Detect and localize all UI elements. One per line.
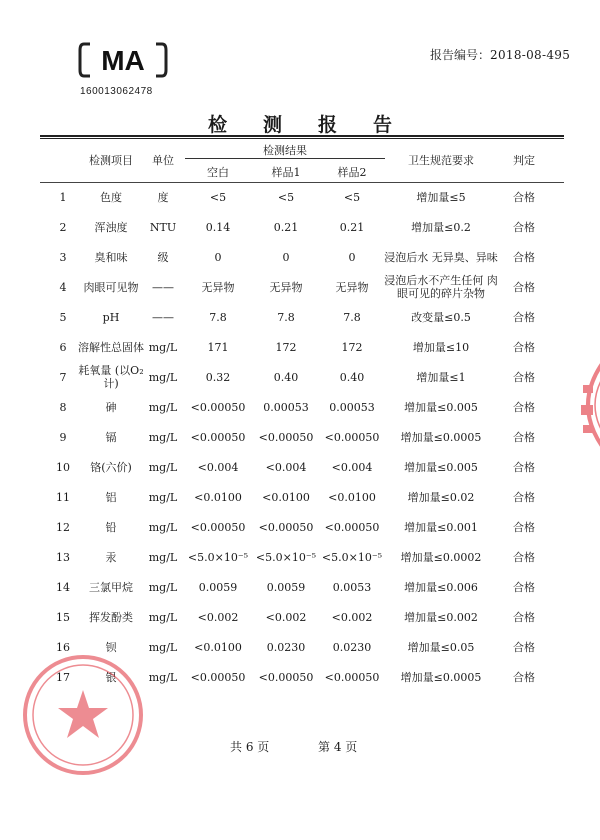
table-row <box>0 422 600 452</box>
unit: —— <box>152 280 174 294</box>
table-row <box>0 182 600 212</box>
standard-requirement: 增加量≤0.001 <box>404 520 478 534</box>
standard-requirement: 增加量≤0.005 <box>404 460 478 474</box>
judgement: 合格 <box>513 550 535 564</box>
standard-requirement: 增加量≤0.2 <box>411 220 471 234</box>
page-title: 检测报告 <box>207 114 428 136</box>
row-number: 6 <box>59 340 67 354</box>
sample1-value: <5.0×10⁻⁵ <box>255 550 317 564</box>
sample1-value: <0.004 <box>265 460 307 474</box>
report-number-label: 报告编号： <box>430 48 491 62</box>
judgement: 合格 <box>513 670 535 684</box>
judgement: 合格 <box>513 190 535 204</box>
standard-requirement: 增加量≤0.005 <box>404 400 478 414</box>
judgement: 合格 <box>513 520 535 534</box>
unit: mg/L <box>148 670 178 684</box>
unit: —— <box>152 310 174 324</box>
blank-value: <5 <box>209 190 227 204</box>
unit: mg/L <box>148 580 178 594</box>
blank-value: <0.00050 <box>190 520 246 534</box>
item-name: 挥发酚类 <box>89 610 133 624</box>
sample1-value: <0.00050 <box>258 670 314 684</box>
standard-requirement: 增加量≤5 <box>416 190 466 204</box>
sample2-value: 0.0053 <box>332 580 372 594</box>
table-row <box>0 362 600 392</box>
sample2-value: 0.40 <box>339 370 365 384</box>
row-number: 8 <box>59 400 67 414</box>
item-name: 浑浊度 <box>94 220 128 234</box>
sample1-value: <0.00050 <box>258 430 314 444</box>
col-header-result: 检测结果 <box>263 144 307 157</box>
unit: mg/L <box>148 550 178 564</box>
row-number: 3 <box>59 250 67 264</box>
blank-value: 0 <box>214 250 222 264</box>
unit: NTU <box>149 220 177 234</box>
edge-seal-stamp <box>553 345 600 465</box>
unit: mg/L <box>148 490 178 504</box>
item-name: 砷 <box>105 400 117 414</box>
cma-logo-text: MA <box>101 45 145 76</box>
sample2-value: 无异物 <box>335 280 369 294</box>
judgement: 合格 <box>513 400 535 414</box>
row-number: 15 <box>56 610 70 624</box>
sample1-value: 0.40 <box>273 370 299 384</box>
sample1-value: <0.00050 <box>258 520 314 534</box>
unit: 级 <box>157 250 169 264</box>
blank-value: 7.8 <box>209 310 227 324</box>
sample2-value: <0.0100 <box>328 490 376 504</box>
header-divider <box>185 158 385 159</box>
table-row <box>0 242 600 272</box>
sample1-value: 0.0230 <box>266 640 306 654</box>
item-name: 汞 <box>105 550 117 564</box>
judgement: 合格 <box>513 490 535 504</box>
judgement: 合格 <box>513 430 535 444</box>
table-row <box>0 272 600 302</box>
sample1-value: 172 <box>275 340 297 354</box>
unit: mg/L <box>148 460 178 474</box>
report-number-value: 2018-08-495 <box>490 48 571 62</box>
judgement: 合格 <box>513 610 535 624</box>
row-number: 4 <box>59 280 67 294</box>
col-header-item: 检测项目 <box>89 154 133 167</box>
col-header-sample1: 样品1 <box>271 166 301 179</box>
sample1-value: <0.002 <box>265 610 307 624</box>
sample1-value: 0.0059 <box>266 580 306 594</box>
item-name: pH <box>102 310 120 324</box>
sample2-value: <0.00050 <box>324 430 380 444</box>
standard-requirement: 增加量≤0.0005 <box>400 430 482 444</box>
standard-requirement: 浸泡后水不产生任何 肉眼可见的碎片杂物 <box>384 274 498 300</box>
blank-value: 0.14 <box>205 220 231 234</box>
judgement: 合格 <box>513 370 535 384</box>
blank-value: <0.002 <box>197 610 239 624</box>
sample2-value: 0.21 <box>339 220 365 234</box>
sample2-value: 0.0230 <box>332 640 372 654</box>
judgement: 合格 <box>513 280 535 294</box>
row-number: 2 <box>59 220 67 234</box>
standard-requirement: 改变量≤0.5 <box>411 310 471 324</box>
col-header-standard: 卫生规范要求 <box>408 154 474 167</box>
row-number: 11 <box>56 490 70 504</box>
report-number <box>430 46 570 63</box>
blank-value: <0.004 <box>197 460 239 474</box>
blank-value: <5.0×10⁻⁵ <box>187 550 249 564</box>
row-number: 17 <box>56 670 70 684</box>
item-name: 耗氧量 (以O₂计) <box>78 364 144 390</box>
standard-requirement: 增加量≤0.006 <box>404 580 478 594</box>
sample1-value: <0.0100 <box>262 490 310 504</box>
blank-value: 0.32 <box>205 370 231 384</box>
blank-value: <0.0100 <box>194 640 242 654</box>
sample2-value: <0.002 <box>331 610 373 624</box>
sample2-value: <0.004 <box>331 460 373 474</box>
blank-value: <0.0100 <box>194 490 242 504</box>
item-name: 镉 <box>105 430 117 444</box>
cma-logo-icon <box>78 40 168 80</box>
unit: mg/L <box>148 370 178 384</box>
blank-value: <0.00050 <box>190 430 246 444</box>
item-name: 三氯甲烷 <box>89 580 133 594</box>
table-row <box>0 602 600 632</box>
unit: mg/L <box>148 340 178 354</box>
judgement: 合格 <box>513 220 535 234</box>
item-name: 银 <box>105 670 117 684</box>
title-rule <box>40 135 564 137</box>
col-header-sample2: 样品2 <box>337 166 367 179</box>
item-name: 臭和味 <box>94 250 128 264</box>
sample1-value: 7.8 <box>277 310 295 324</box>
col-header-unit: 单位 <box>152 154 174 167</box>
page-number: 第 4 页 <box>318 740 358 754</box>
item-name: 溶解性总固体 <box>78 340 144 354</box>
item-name: 铬(六价) <box>90 460 132 474</box>
judgement: 合格 <box>513 640 535 654</box>
official-seal-stamp <box>18 650 148 780</box>
title-rule-thin <box>40 138 564 139</box>
item-name: 钡 <box>105 640 117 654</box>
row-number: 5 <box>59 310 67 324</box>
judgement: 合格 <box>513 310 535 324</box>
table-row <box>0 392 600 422</box>
sample2-value: <5.0×10⁻⁵ <box>321 550 383 564</box>
table-row <box>0 542 600 572</box>
table-row <box>0 512 600 542</box>
standard-requirement: 增加量≤0.02 <box>407 490 475 504</box>
standard-requirement: 增加量≤0.0005 <box>400 670 482 684</box>
row-number: 12 <box>56 520 70 534</box>
page-total: 共 6 页 <box>230 740 270 754</box>
unit: mg/L <box>148 610 178 624</box>
sample2-value: 0 <box>348 250 356 264</box>
unit: mg/L <box>148 640 178 654</box>
sample2-value: 0.00053 <box>329 400 375 414</box>
sample1-value: 0.21 <box>273 220 299 234</box>
standard-requirement: 增加量≤0.0002 <box>400 550 482 564</box>
blank-value: 无异物 <box>201 280 235 294</box>
unit: mg/L <box>148 430 178 444</box>
table-row <box>0 452 600 482</box>
row-number: 14 <box>56 580 70 594</box>
judgement: 合格 <box>513 460 535 474</box>
table-row <box>0 212 600 242</box>
blank-value: <0.00050 <box>190 670 246 684</box>
sample2-value: <0.00050 <box>324 520 380 534</box>
sample2-value: 172 <box>341 340 363 354</box>
row-number: 10 <box>56 460 70 474</box>
unit: 度 <box>157 190 169 204</box>
blank-value: 0.0059 <box>198 580 238 594</box>
table-row <box>0 482 600 512</box>
col-header-judgement: 判定 <box>513 154 535 167</box>
col-header-blank: 空白 <box>207 166 229 179</box>
sample2-value: 7.8 <box>343 310 361 324</box>
unit: mg/L <box>148 400 178 414</box>
sample1-value: 0.00053 <box>263 400 309 414</box>
sample1-value: <5 <box>277 190 295 204</box>
judgement: 合格 <box>513 580 535 594</box>
standard-requirement: 增加量≤0.05 <box>407 640 475 654</box>
row-number: 7 <box>59 370 67 384</box>
sample1-value: 无异物 <box>269 280 303 294</box>
sample2-value: <0.00050 <box>324 670 380 684</box>
standard-requirement: 增加量≤0.002 <box>404 610 478 624</box>
standard-requirement: 增加量≤10 <box>412 340 470 354</box>
item-name: 铝 <box>105 490 117 504</box>
table-row <box>0 332 600 362</box>
row-number: 16 <box>56 640 70 654</box>
table-row <box>0 572 600 602</box>
standard-requirement: 浸泡后水 无异臭、异味 <box>384 250 498 264</box>
row-number: 9 <box>59 430 67 444</box>
judgement: 合格 <box>513 250 535 264</box>
blank-value: 171 <box>207 340 229 354</box>
table-row <box>0 302 600 332</box>
standard-requirement: 增加量≤1 <box>416 370 466 384</box>
sample1-value: 0 <box>282 250 290 264</box>
item-name: 铅 <box>105 520 117 534</box>
judgement: 合格 <box>513 340 535 354</box>
certificate-number: 160013062478 <box>80 86 153 97</box>
row-number: 13 <box>56 550 70 564</box>
item-name: 肉眼可见物 <box>83 280 139 294</box>
row-number: 1 <box>59 190 67 204</box>
item-name: 色度 <box>100 190 122 204</box>
sample2-value: <5 <box>343 190 361 204</box>
blank-value: <0.00050 <box>190 400 246 414</box>
unit: mg/L <box>148 520 178 534</box>
